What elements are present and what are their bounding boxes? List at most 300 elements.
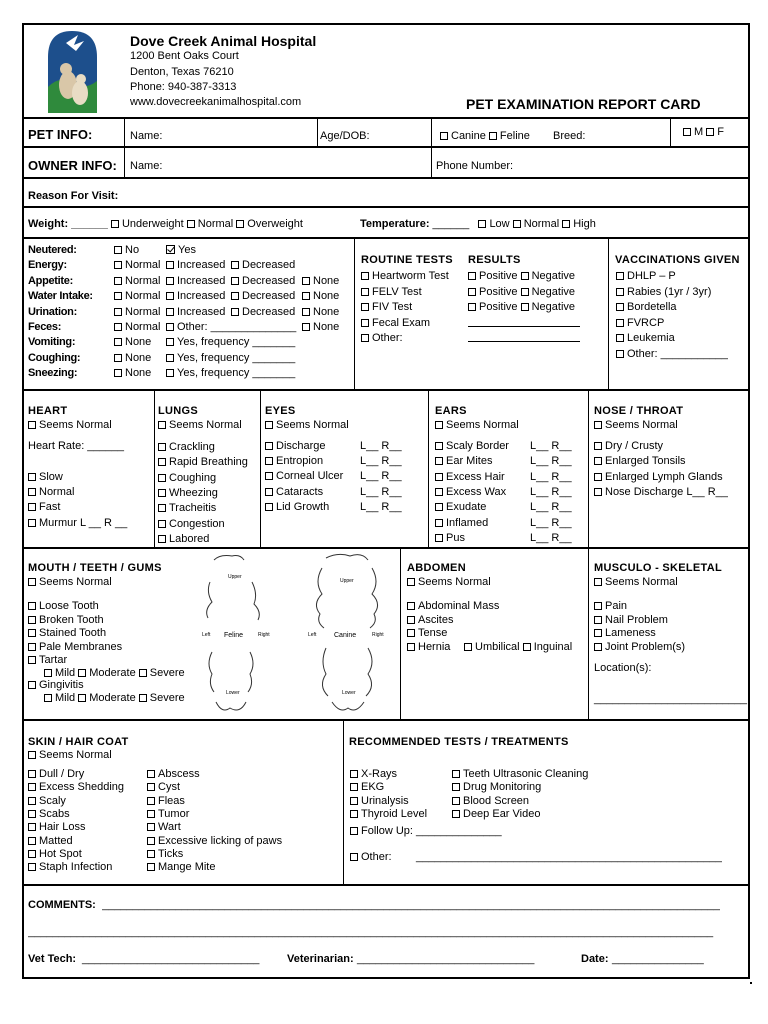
eyes-left-right-field[interactable]: L__ R__ xyxy=(360,455,402,468)
tartar-mild-label: Mild xyxy=(55,667,76,679)
vaccine-dhlp-p-checkbox[interactable] xyxy=(616,272,624,280)
lungs-wheezing-checkbox[interactable] xyxy=(158,489,166,497)
general-appetite-option xyxy=(231,275,295,288)
vaccination-row xyxy=(616,317,664,330)
temp-normal-checkbox[interactable] xyxy=(513,220,521,228)
feline-upper-label: Upper xyxy=(228,574,242,580)
vaccination-row xyxy=(616,332,675,345)
result-options xyxy=(468,286,575,299)
musculo-joint-problem-s-checkbox[interactable] xyxy=(594,643,602,651)
lungs-coughing-checkbox[interactable] xyxy=(158,474,166,482)
feces-normal-checkbox[interactable] xyxy=(114,323,122,331)
eyes-left-right-field[interactable]: L__ R__ xyxy=(360,500,402,513)
ears-ear-mites-checkbox[interactable] xyxy=(435,457,443,465)
lungs-tracheitis-checkbox[interactable] xyxy=(158,504,166,512)
eyes-cataracts-checkbox[interactable] xyxy=(265,488,273,496)
rec-drug-monitoring-label: Drug Monitoring xyxy=(463,781,542,794)
vaccine-leukemia-checkbox[interactable] xyxy=(616,334,624,342)
temperature-label: Temperature: xyxy=(360,218,430,230)
mouth-pale-membranes-label: Pale Membranes xyxy=(39,640,123,653)
rec-blood-screen-label: Blood Screen xyxy=(463,794,530,807)
appetite-normal-checkbox[interactable] xyxy=(114,277,122,285)
test-fecal-exam-checkbox[interactable] xyxy=(361,319,369,327)
skin-hot-spot-label: Hot Spot xyxy=(39,847,82,860)
musculo-lameness-checkbox[interactable] xyxy=(594,629,602,637)
temperature-field[interactable]: ______ xyxy=(432,218,470,230)
eyes-left-right-field[interactable]: L__ R__ xyxy=(360,470,402,483)
nose-item xyxy=(594,471,723,484)
female-checkbox[interactable] xyxy=(706,128,714,136)
general-coughing-label: Coughing: xyxy=(28,351,81,364)
nose-enlarged-lymph-gla-checkbox[interactable] xyxy=(594,473,602,481)
vet-tech-label: Vet Tech: xyxy=(28,953,77,965)
breed-field[interactable]: Breed: xyxy=(553,130,586,142)
urination-increased-checkbox[interactable] xyxy=(166,308,174,316)
musculo-nail-problem-checkbox[interactable] xyxy=(594,616,602,624)
eyes-discharge-checkbox[interactable] xyxy=(265,442,273,450)
water-intake-increased-checkbox[interactable] xyxy=(166,292,174,300)
skin-scabs-checkbox[interactable] xyxy=(28,810,36,818)
general-energy-option xyxy=(166,259,225,272)
heart-seems-normal-checkbox[interactable] xyxy=(28,421,36,429)
skin-seems-normal-label: Seems Normal xyxy=(39,749,112,761)
general-sneezing-option xyxy=(166,367,295,380)
nose-seems-normal-checkbox[interactable] xyxy=(594,421,602,429)
eyes-discharge-label: Discharge xyxy=(276,440,326,452)
skin-item xyxy=(147,835,282,848)
ears-seems-normal-checkbox[interactable] xyxy=(435,421,443,429)
musculo-nail-problem-label: Nail Problem xyxy=(605,613,668,626)
test-other-label: Other: xyxy=(372,332,403,344)
nose-enlarged-lymph-gla-label: Enlarged Lymph Glands xyxy=(605,470,723,483)
skin-item xyxy=(28,835,73,848)
mouth-seems-normal-checkbox[interactable] xyxy=(28,578,36,586)
vomiting-yes-frequency-label: Yes, frequency _______ xyxy=(177,336,296,349)
abdomen-seems-normal-checkbox[interactable] xyxy=(407,578,415,586)
skin-title: SKIN / HAIR COAT xyxy=(28,736,129,748)
appetite-none-checkbox[interactable] xyxy=(302,277,310,285)
eyes-cataracts-label: Cataracts xyxy=(276,485,324,498)
eyes-lid-growth-label: Lid Growth xyxy=(276,500,330,513)
heart-seems-normal xyxy=(28,419,112,432)
water-intake-normal-checkbox[interactable] xyxy=(114,292,122,300)
location-field[interactable]: _________________________ xyxy=(594,693,747,705)
recommended-item xyxy=(452,768,588,781)
nose-enlarged-tonsils-checkbox[interactable] xyxy=(594,457,602,465)
musculo-item xyxy=(594,600,627,613)
rec-drug-monitoring-checkbox[interactable] xyxy=(452,783,460,791)
eyes-title: EYES xyxy=(265,405,296,417)
feces-none-label: None xyxy=(313,321,340,333)
rec-x-rays-checkbox[interactable] xyxy=(350,770,358,778)
vaccination-row xyxy=(616,348,728,361)
vomiting-none-checkbox[interactable] xyxy=(114,338,122,346)
skin-dull-dry-label: Dull / Dry xyxy=(39,768,85,780)
feline-left-label: Left xyxy=(202,632,211,638)
test-felv-test-checkbox[interactable] xyxy=(361,288,369,296)
comments-line-1[interactable]: _____________________________________________________________________________________________________ xyxy=(102,899,720,911)
general-sneezing-label: Sneezing: xyxy=(28,367,78,380)
lungs-congestion-checkbox[interactable] xyxy=(158,520,166,528)
vaccine-fvrcp-label: FVRCP xyxy=(627,316,665,329)
result-positive-checkbox[interactable] xyxy=(468,303,476,311)
result-negative-checkbox[interactable] xyxy=(521,272,529,280)
general-feces-option xyxy=(302,321,339,334)
owner-phone-field[interactable]: Phone Number: xyxy=(436,160,514,172)
abdomen-hernia-checkbox[interactable] xyxy=(407,643,415,651)
general-vomiting-label: Vomiting: xyxy=(28,336,76,349)
other-field[interactable]: __________________________________________________ xyxy=(416,851,722,863)
musculo-pain-checkbox[interactable] xyxy=(594,602,602,610)
energy-normal-checkbox[interactable] xyxy=(114,261,122,269)
ears-item xyxy=(435,440,509,453)
vaccine-leukemia-label: Leukemia xyxy=(627,332,675,344)
species-options: Canine Feline xyxy=(440,130,530,143)
ears-inflamed-label: Inflamed xyxy=(446,516,489,529)
lungs-wheezing-label: Wheezing xyxy=(169,486,218,499)
date-label: Date: xyxy=(581,953,609,965)
ears-item xyxy=(435,501,486,514)
musculo-seems-normal-label: Seems Normal xyxy=(605,576,678,588)
rec-other-label: Other: xyxy=(361,851,392,863)
skin-item xyxy=(147,821,181,834)
weight-label[interactable]: Weight: ______ xyxy=(28,218,108,230)
test-fiv-test-checkbox[interactable] xyxy=(361,303,369,311)
general-water-intake-label: Water Intake: xyxy=(28,290,93,303)
recommended-item xyxy=(350,808,427,821)
general-energy-option xyxy=(114,259,160,272)
general-feces-option xyxy=(166,321,296,334)
reason-for-visit-field[interactable]: Reason For Visit: xyxy=(28,190,119,202)
mouth-broken-tooth-checkbox[interactable] xyxy=(28,616,36,624)
mouth-item xyxy=(28,627,106,640)
energy-increased-checkbox[interactable] xyxy=(166,261,174,269)
skin-dull-dry-checkbox[interactable] xyxy=(28,770,36,778)
ears-left-right-field[interactable]: L__ R__ xyxy=(530,440,572,452)
ears-pus-checkbox[interactable] xyxy=(435,534,443,542)
underweight-checkbox[interactable] xyxy=(111,220,119,228)
ears-scaly-border-checkbox[interactable] xyxy=(435,442,443,450)
lungs-rapid-breathing-checkbox[interactable] xyxy=(158,458,166,466)
heart-slow-checkbox[interactable] xyxy=(28,473,36,481)
nose-nose-discharge-l-r-checkbox[interactable] xyxy=(594,488,602,496)
skin-item xyxy=(28,781,124,794)
urination-normal-label: Normal xyxy=(125,305,161,318)
urination-normal-checkbox[interactable] xyxy=(114,308,122,316)
ears-left-right-field[interactable]: L__ R__ xyxy=(530,531,572,544)
rec-other-checkbox[interactable] xyxy=(350,853,358,861)
abdomen-ascites-checkbox[interactable] xyxy=(407,616,415,624)
ears-left-right-field[interactable]: L__ R__ xyxy=(530,455,572,468)
lungs-coughing-label: Coughing xyxy=(169,471,217,484)
owner-name-field[interactable]: Name: xyxy=(130,160,163,172)
result-options xyxy=(468,301,575,314)
rec-thyroid-level-label: Thyroid Level xyxy=(361,807,428,820)
feces-other-checkbox[interactable] xyxy=(166,323,174,331)
general-appetite-option xyxy=(302,275,339,288)
skin-excess-shedding-checkbox[interactable] xyxy=(28,783,36,791)
ears-excess-wax-checkbox[interactable] xyxy=(435,488,443,496)
mouth-tartar-checkbox[interactable] xyxy=(28,656,36,664)
result-positive-checkbox[interactable] xyxy=(468,272,476,280)
male-checkbox[interactable] xyxy=(683,128,691,136)
eyes-seems-normal-checkbox[interactable] xyxy=(265,421,273,429)
feces-other-label: Other: ______________ xyxy=(177,321,297,333)
heart-normal-checkbox[interactable] xyxy=(28,488,36,496)
energy-normal-label: Normal xyxy=(125,259,161,272)
vomiting-yes-frequency-checkbox[interactable] xyxy=(166,338,174,346)
musculo-seems-normal-checkbox[interactable] xyxy=(594,578,602,586)
heart-heart-rate[interactable]: Heart Rate: ______ xyxy=(28,440,125,452)
abdomen-title: ABDOMEN xyxy=(407,562,466,574)
skin-item xyxy=(28,795,66,808)
vaccine-fvrcp-checkbox[interactable] xyxy=(616,319,624,327)
nose-dry-crusty-checkbox[interactable] xyxy=(594,442,602,450)
skin-wart-checkbox[interactable] xyxy=(147,823,155,831)
mouth-pale-membranes-checkbox[interactable] xyxy=(28,643,36,651)
general-urination-label: Urination: xyxy=(28,305,77,318)
coughing-none-checkbox[interactable] xyxy=(114,354,122,362)
skin-seems-normal xyxy=(28,749,112,762)
skin-hair-loss-checkbox[interactable] xyxy=(28,823,36,831)
musculo-pain-label: Pain xyxy=(605,600,628,612)
lungs-seems-normal-checkbox[interactable] xyxy=(158,421,166,429)
canine-right-label: Right xyxy=(372,632,384,638)
mouth-stained-tooth-label: Stained Tooth xyxy=(39,627,107,639)
test-other-checkbox[interactable] xyxy=(361,334,369,342)
mouth-loose-tooth-checkbox[interactable] xyxy=(28,602,36,610)
ears-left-right-field[interactable]: L__ R__ xyxy=(530,485,572,498)
follow-up-checkbox[interactable] xyxy=(350,827,358,835)
rec-teeth-ultrasonic-c-checkbox[interactable] xyxy=(452,770,460,778)
rec-blood-screen-checkbox[interactable] xyxy=(452,797,460,805)
eyes-item xyxy=(265,455,323,468)
recommended-item xyxy=(452,808,540,821)
gingivitis-mild-checkbox[interactable] xyxy=(44,694,52,702)
lungs-rapid-breathing-label: Rapid Breathing xyxy=(169,456,248,469)
skin-mange-mite-checkbox[interactable] xyxy=(147,863,155,871)
coughing-yes-frequency-checkbox[interactable] xyxy=(166,354,174,362)
mouth-seems-normal xyxy=(28,576,112,589)
ears-left-right-field[interactable]: L__ R__ xyxy=(530,516,572,529)
hernia-inguinal-label: Inguinal xyxy=(533,641,573,653)
water-intake-none-label: None xyxy=(313,290,340,303)
general-energy-option xyxy=(231,259,295,272)
skin-scaly-checkbox[interactable] xyxy=(28,797,36,805)
lungs-labored-checkbox[interactable] xyxy=(158,535,166,543)
general-water-intake-option xyxy=(231,290,295,303)
eyes-seems-normal xyxy=(265,419,349,432)
recommended-item xyxy=(350,795,409,808)
eyes-left-right-field[interactable]: L__ R__ xyxy=(360,485,402,498)
gingivitis-moderate-checkbox[interactable] xyxy=(78,694,86,702)
skin-abscess-checkbox[interactable] xyxy=(147,770,155,778)
general-neutered-label: Neutered: xyxy=(28,244,77,256)
mouth-gingivitis-checkbox[interactable] xyxy=(28,681,36,689)
skin-fleas-checkbox[interactable] xyxy=(147,797,155,805)
skin-item xyxy=(147,768,200,781)
water-intake-decreased-checkbox[interactable] xyxy=(231,292,239,300)
vaccine-other-label: Other: ___________ xyxy=(627,347,728,360)
general-neutered-option xyxy=(114,244,139,257)
heart-item xyxy=(28,501,60,514)
eyes-left-right-field[interactable]: L__ R__ xyxy=(360,440,402,452)
eyes-corneal-ulcer-checkbox[interactable] xyxy=(265,472,273,480)
clinic-address-line1: 1200 Bent Oaks Court xyxy=(130,50,239,62)
appetite-increased-checkbox[interactable] xyxy=(166,277,174,285)
neutered-yes-checkbox[interactable] xyxy=(166,245,175,254)
heart-item xyxy=(28,440,124,453)
skin-excessive-licking--label: Excessive licking of paws xyxy=(158,834,283,847)
musculo-item xyxy=(594,627,656,640)
mouth-item xyxy=(28,614,104,627)
water-intake-normal-label: Normal xyxy=(125,290,161,303)
abdomen-seems-normal xyxy=(407,576,491,589)
coughing-none-label: None xyxy=(125,351,152,364)
recommended-item xyxy=(452,781,541,794)
hernia-umbilical-label: Umbilical xyxy=(475,641,520,653)
result-negative-label: Negative xyxy=(531,301,576,313)
skin-staph-infection-checkbox[interactable] xyxy=(28,863,36,871)
water-intake-none-checkbox[interactable] xyxy=(302,292,310,300)
rec-urinalysis-checkbox[interactable] xyxy=(350,797,358,805)
veterinarian-line[interactable]: _____________________________ xyxy=(357,953,535,965)
weight-normal-checkbox[interactable] xyxy=(187,220,195,228)
heart-fast-checkbox[interactable] xyxy=(28,503,36,511)
location-label: Location(s): xyxy=(594,662,652,674)
date-line[interactable]: _______________ xyxy=(612,953,704,965)
pet-name-field[interactable]: Name: xyxy=(130,130,163,142)
heart-fast-label: Fast xyxy=(39,501,61,513)
musculo-joint-problem-s-label: Joint Problem(s) xyxy=(605,640,686,653)
neutered-yes-label: Yes xyxy=(178,244,196,256)
mouth-item xyxy=(28,641,122,654)
page-mark xyxy=(750,982,752,984)
ears-exudate-checkbox[interactable] xyxy=(435,503,443,511)
skin-tumor-checkbox[interactable] xyxy=(147,810,155,818)
result-positive-checkbox[interactable] xyxy=(468,288,476,296)
hernia-umbilical-checkbox[interactable] xyxy=(464,643,472,651)
ears-inflamed-checkbox[interactable] xyxy=(435,519,443,527)
mouth-stained-tooth-checkbox[interactable] xyxy=(28,629,36,637)
feline-checkbox[interactable] xyxy=(489,132,497,140)
vet-tech-line[interactable]: _____________________________ xyxy=(82,953,260,965)
neutered-no-checkbox[interactable] xyxy=(114,246,122,254)
general-appetite-option xyxy=(114,275,160,288)
gingivitis-severe-checkbox[interactable] xyxy=(139,694,147,702)
sneezing-yes-frequency-checkbox[interactable] xyxy=(166,369,174,377)
tartar-mild-checkbox[interactable] xyxy=(44,669,52,677)
general-water-intake-option xyxy=(114,290,160,303)
musculo-seems-normal xyxy=(594,576,678,589)
skin-cyst-checkbox[interactable] xyxy=(147,783,155,791)
eyes-entropion-checkbox[interactable] xyxy=(265,457,273,465)
nose-nose-discharge-l-r-label: Nose Discharge L__ R__ xyxy=(605,485,728,498)
gingivitis-severity xyxy=(44,692,185,705)
test-felv-test-label: FELV Test xyxy=(372,285,422,298)
skin-matted-checkbox[interactable] xyxy=(28,837,36,845)
appetite-increased-label: Increased xyxy=(177,274,226,287)
rec-deep-ear-video-checkbox[interactable] xyxy=(452,810,460,818)
rec-thyroid-level-checkbox[interactable] xyxy=(350,810,358,818)
ears-pus-label: Pus xyxy=(446,531,465,544)
skin-hot-spot-checkbox[interactable] xyxy=(28,850,36,858)
urination-decreased-checkbox[interactable] xyxy=(231,308,239,316)
skin-scabs-label: Scabs xyxy=(39,807,70,820)
urination-none-checkbox[interactable] xyxy=(302,308,310,316)
heart-murmur-l-r-checkbox[interactable] xyxy=(28,519,36,527)
feline-right-label: Right xyxy=(258,632,270,638)
temp-high-checkbox[interactable] xyxy=(562,220,570,228)
temperature-row: Temperature: ______ Low Normal High xyxy=(360,218,596,230)
skin-item xyxy=(147,795,185,808)
nose-dry-crusty-label: Dry / Crusty xyxy=(605,440,664,452)
other-row xyxy=(350,851,392,864)
energy-decreased-checkbox[interactable] xyxy=(231,261,239,269)
ears-excess-wax-label: Excess Wax xyxy=(446,485,507,498)
ears-item xyxy=(435,471,505,484)
abdomen-abdominal-mass-checkbox[interactable] xyxy=(407,602,415,610)
skin-ticks-checkbox[interactable] xyxy=(147,850,155,858)
vaccine-other-checkbox[interactable] xyxy=(616,350,624,358)
eyes-lid-growth-checkbox[interactable] xyxy=(265,503,273,511)
overweight-checkbox[interactable] xyxy=(236,220,244,228)
ears-excess-hair-checkbox[interactable] xyxy=(435,473,443,481)
skin-seems-normal-checkbox[interactable] xyxy=(28,751,36,759)
energy-decreased-label: Decreased xyxy=(242,259,296,272)
canine-checkbox[interactable] xyxy=(440,132,448,140)
result-negative-checkbox[interactable] xyxy=(521,288,529,296)
urination-decreased-label: Decreased xyxy=(242,305,296,318)
energy-increased-label: Increased xyxy=(177,259,226,272)
temp-low-checkbox[interactable] xyxy=(478,220,486,228)
vaccine-dhlp-p-label: DHLP – P xyxy=(627,270,676,282)
skin-excessive-licking--checkbox[interactable] xyxy=(147,837,155,845)
hernia-inguinal-checkbox[interactable] xyxy=(523,643,531,651)
result-negative-checkbox[interactable] xyxy=(521,303,529,311)
rec-ekg-checkbox[interactable] xyxy=(350,783,358,791)
routine-test-row xyxy=(361,332,403,345)
vaccine-bordetella-checkbox[interactable] xyxy=(616,303,624,311)
lungs-crackling-checkbox[interactable] xyxy=(158,443,166,451)
abdomen-tense-checkbox[interactable] xyxy=(407,629,415,637)
skin-item xyxy=(28,861,112,874)
comments-line-2[interactable]: ________________________________________________________________________________________________________________ xyxy=(28,926,714,938)
tartar-severe-checkbox[interactable] xyxy=(139,669,147,677)
vaccinations-title: VACCINATIONS GIVEN xyxy=(615,254,740,266)
neutered-no-label: No xyxy=(125,244,140,256)
ears-left-right-field[interactable]: L__ R__ xyxy=(530,470,572,483)
ears-left-right-field[interactable]: L__ R__ xyxy=(530,501,572,514)
mouth-loose-tooth-label: Loose Tooth xyxy=(39,600,99,612)
general-neutered-option xyxy=(166,244,196,257)
mouth-gingivitis-label: Gingivitis xyxy=(39,679,84,691)
appetite-decreased-checkbox[interactable] xyxy=(231,277,239,285)
lungs-item xyxy=(158,456,248,469)
feces-none-checkbox[interactable] xyxy=(302,323,310,331)
tartar-moderate-checkbox[interactable] xyxy=(78,669,86,677)
vaccine-rabies-1yr-3yr-checkbox[interactable] xyxy=(616,288,624,296)
eyes-item xyxy=(265,470,343,483)
veterinarian-label: Veterinarian: xyxy=(287,953,354,965)
pet-age-field[interactable]: Age/DOB: xyxy=(320,130,370,142)
sneezing-none-checkbox[interactable] xyxy=(114,369,122,377)
test-heartworm-test-checkbox[interactable] xyxy=(361,272,369,280)
hernia-type xyxy=(464,641,572,654)
ears-ear-mites-label: Ear Mites xyxy=(446,455,493,468)
vaccination-row xyxy=(616,286,711,299)
result-negative-label: Negative xyxy=(531,270,576,282)
